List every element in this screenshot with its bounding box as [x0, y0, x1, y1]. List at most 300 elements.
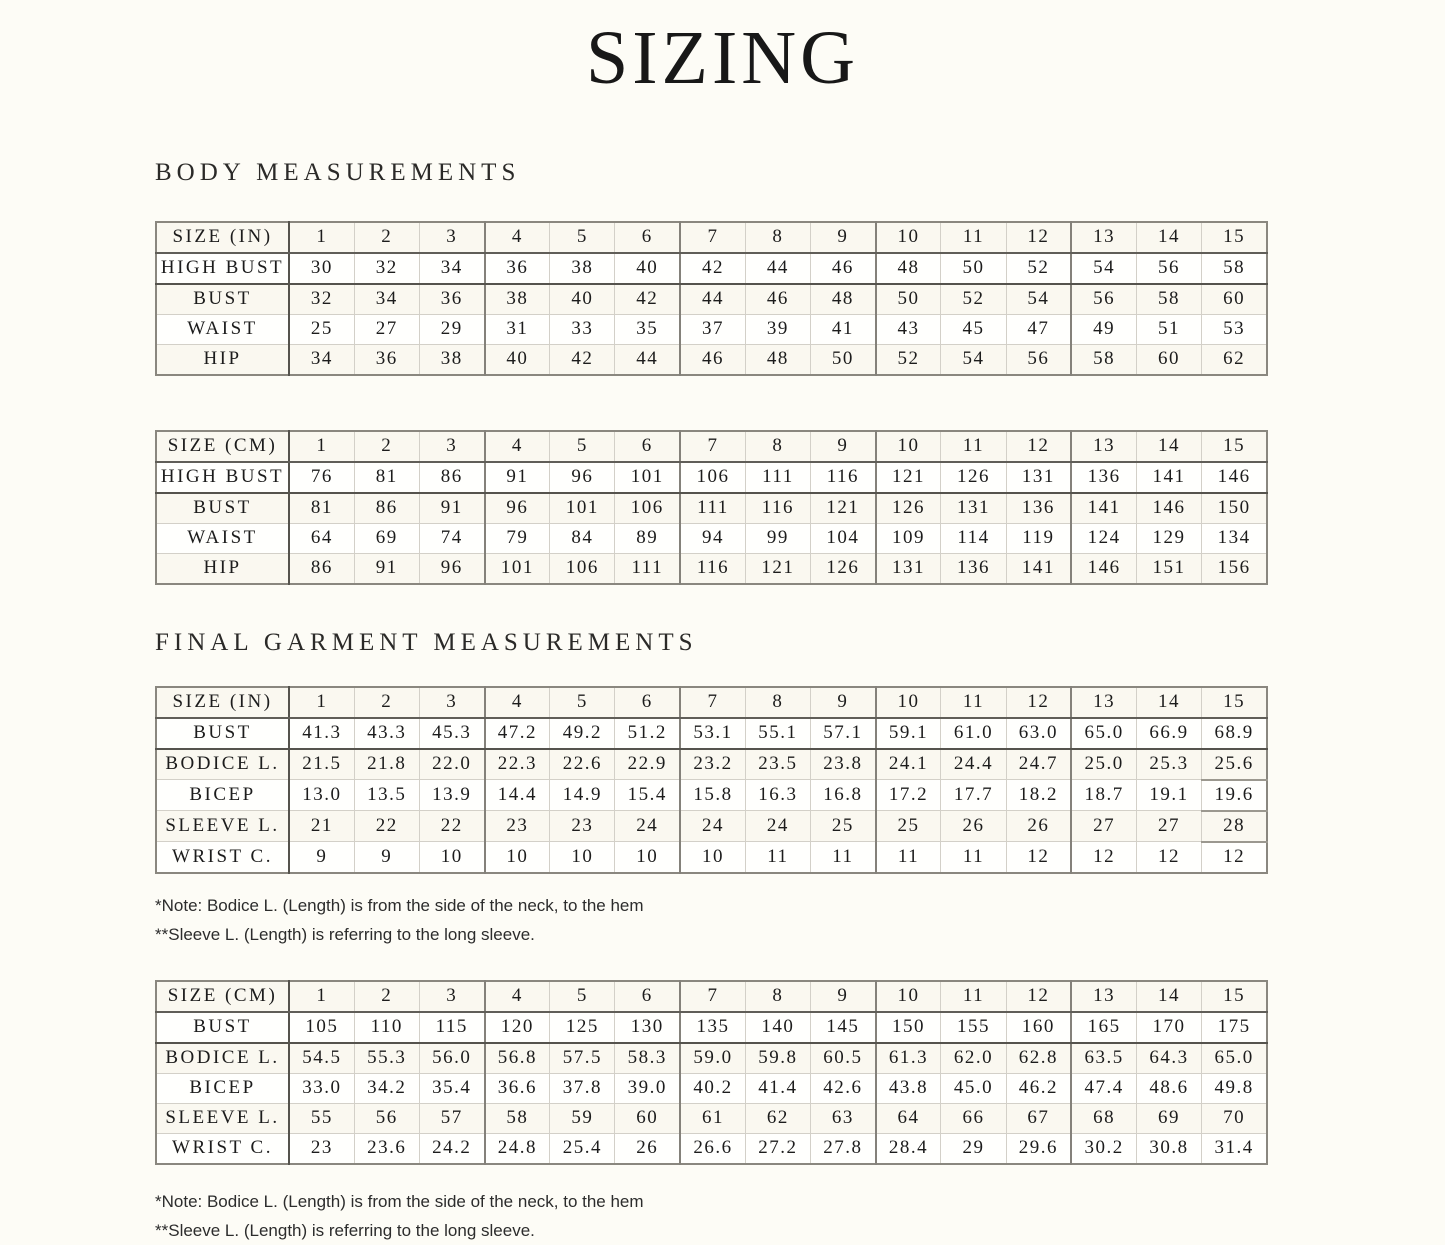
measurement-cell: 18.2 — [1006, 780, 1071, 811]
measurement-cell: 22 — [419, 811, 484, 842]
measurement-cell: 52 — [1006, 253, 1071, 284]
column-header-size: 3 — [419, 687, 484, 718]
measurement-cell: 29 — [419, 314, 484, 344]
notes-garment-cm — [155, 1187, 1268, 1245]
measurement-cell: 96 — [550, 462, 615, 493]
measurement-cell: 19.6 — [1202, 780, 1267, 811]
column-header-size: 11 — [941, 222, 1006, 253]
measurement-cell: 74 — [419, 523, 484, 553]
measurement-cell: 58 — [485, 1103, 550, 1133]
measurement-cell: 60 — [1136, 344, 1201, 375]
column-header-size: 10 — [876, 981, 941, 1012]
row-label: SLEEVE L. — [156, 811, 289, 842]
measurement-cell: 101 — [550, 493, 615, 524]
measurement-cell: 61.0 — [941, 718, 1006, 749]
measurement-cell: 66 — [941, 1103, 1006, 1133]
column-header-size: 9 — [811, 981, 876, 1012]
measurement-cell: 25.3 — [1136, 749, 1201, 780]
measurement-cell: 22.3 — [485, 749, 550, 780]
section-heading-body-measurements: BODY MEASUREMENTS — [155, 158, 521, 186]
measurement-cell: 111 — [615, 553, 680, 584]
measurement-cell: 130 — [615, 1012, 680, 1043]
column-header-size: 4 — [485, 222, 550, 253]
row-label: SLEEVE L. — [156, 1103, 289, 1133]
column-header-size: 9 — [811, 222, 876, 253]
column-header-size: 14 — [1136, 431, 1201, 462]
measurement-cell: 45 — [941, 314, 1006, 344]
column-header-size: 5 — [550, 687, 615, 718]
column-header-size: 4 — [485, 431, 550, 462]
measurement-cell: 21 — [289, 811, 354, 842]
measurement-cell: 41 — [811, 314, 876, 344]
column-header-size: 11 — [941, 431, 1006, 462]
measurement-cell: 86 — [289, 553, 354, 584]
measurement-cell: 140 — [745, 1012, 810, 1043]
measurement-cell: 131 — [1006, 462, 1071, 493]
measurement-cell: 96 — [419, 553, 484, 584]
measurement-cell: 33 — [550, 314, 615, 344]
measurement-cell: 22.0 — [419, 749, 484, 780]
measurement-cell: 30 — [289, 253, 354, 284]
measurement-cell: 12 — [1006, 842, 1071, 873]
table-row — [156, 462, 1267, 493]
measurement-cell: 50 — [941, 253, 1006, 284]
measurement-cell: 57 — [419, 1103, 484, 1133]
corner-label: SIZE (IN) — [156, 687, 289, 718]
measurement-cell: 60 — [615, 1103, 680, 1133]
measurement-cell: 22 — [354, 811, 419, 842]
measurement-cell: 17.7 — [941, 780, 1006, 811]
measurement-cell: 48 — [811, 284, 876, 315]
sizing-table-body-measurements-cm — [155, 430, 1268, 585]
measurement-cell: 42 — [550, 344, 615, 375]
measurement-cell: 32 — [354, 253, 419, 284]
table-header-row — [156, 222, 1267, 253]
row-label: BICEP — [156, 780, 289, 811]
measurement-cell: 25.4 — [550, 1133, 615, 1164]
column-header-size: 6 — [615, 222, 680, 253]
measurement-cell: 170 — [1136, 1012, 1201, 1043]
measurement-cell: 58 — [1136, 284, 1201, 315]
measurement-cell: 24 — [680, 811, 745, 842]
measurement-cell: 44 — [680, 284, 745, 315]
measurement-cell: 86 — [419, 462, 484, 493]
column-header-size: 13 — [1071, 981, 1136, 1012]
measurement-cell: 156 — [1202, 553, 1267, 584]
row-label: WAIST — [156, 523, 289, 553]
measurement-cell: 10 — [550, 842, 615, 873]
measurement-cell: 79 — [485, 523, 550, 553]
measurement-cell: 101 — [485, 553, 550, 584]
column-header-size: 15 — [1202, 981, 1267, 1012]
column-header-size: 5 — [550, 431, 615, 462]
measurement-cell: 119 — [1006, 523, 1071, 553]
column-header-size: 6 — [615, 687, 680, 718]
table-row — [156, 780, 1267, 811]
measurement-cell: 46 — [745, 284, 810, 315]
measurement-cell: 62.8 — [1006, 1043, 1071, 1074]
measurement-cell: 115 — [419, 1012, 484, 1043]
measurement-cell: 62 — [745, 1103, 810, 1133]
row-label: HIP — [156, 553, 289, 584]
measurement-cell: 29 — [941, 1133, 1006, 1164]
column-header-size: 10 — [876, 222, 941, 253]
measurement-cell: 22.6 — [550, 749, 615, 780]
measurement-cell: 49.8 — [1202, 1073, 1267, 1103]
measurement-cell: 24 — [745, 811, 810, 842]
measurement-cell: 86 — [354, 493, 419, 524]
measurement-cell: 40 — [550, 284, 615, 315]
measurement-cell: 13.0 — [289, 780, 354, 811]
row-label: HIGH BUST — [156, 462, 289, 493]
measurement-cell: 63.0 — [1006, 718, 1071, 749]
measurement-cell: 54 — [1006, 284, 1071, 315]
measurement-cell: 25 — [811, 811, 876, 842]
measurement-cell: 40 — [615, 253, 680, 284]
column-header-size: 12 — [1006, 687, 1071, 718]
measurement-cell: 136 — [941, 553, 1006, 584]
measurement-cell: 44 — [615, 344, 680, 375]
row-label: WAIST — [156, 314, 289, 344]
measurement-cell: 9 — [354, 842, 419, 873]
measurement-cell: 60.5 — [811, 1043, 876, 1074]
measurement-cell: 50 — [811, 344, 876, 375]
column-header-size: 15 — [1202, 431, 1267, 462]
measurement-cell: 49.2 — [550, 718, 615, 749]
measurement-cell: 33.0 — [289, 1073, 354, 1103]
notes-garment-in — [155, 891, 1268, 949]
measurement-cell: 38 — [485, 284, 550, 315]
measurement-cell: 38 — [550, 253, 615, 284]
column-header-size: 1 — [289, 981, 354, 1012]
measurement-cell: 62 — [1202, 344, 1267, 375]
measurement-cell: 14.9 — [550, 780, 615, 811]
corner-label: SIZE (CM) — [156, 431, 289, 462]
measurement-cell: 58.3 — [615, 1043, 680, 1074]
note-sleeve-length: **Sleeve L. (Length) is referring to the long sleeve. — [155, 1220, 535, 1240]
measurement-cell: 63 — [811, 1103, 876, 1133]
column-header-size: 8 — [745, 431, 810, 462]
measurement-cell: 12 — [1202, 842, 1267, 873]
row-label: BUST — [156, 284, 289, 315]
measurement-cell: 27 — [354, 314, 419, 344]
table-header-row — [156, 981, 1267, 1012]
measurement-cell: 19.1 — [1136, 780, 1201, 811]
measurement-cell: 121 — [811, 493, 876, 524]
measurement-cell: 55 — [289, 1103, 354, 1133]
measurement-cell: 65.0 — [1202, 1043, 1267, 1074]
measurement-cell: 12 — [1136, 842, 1201, 873]
measurement-cell: 116 — [745, 493, 810, 524]
measurement-cell: 43.3 — [354, 718, 419, 749]
column-header-size: 5 — [550, 981, 615, 1012]
measurement-cell: 89 — [615, 523, 680, 553]
measurement-cell: 47.2 — [485, 718, 550, 749]
measurement-cell: 165 — [1071, 1012, 1136, 1043]
measurement-cell: 66.9 — [1136, 718, 1201, 749]
measurement-cell: 64.3 — [1136, 1043, 1201, 1074]
column-header-size: 8 — [745, 222, 810, 253]
measurement-cell: 35 — [615, 314, 680, 344]
measurement-cell: 55.3 — [354, 1043, 419, 1074]
column-header-size: 12 — [1006, 222, 1071, 253]
measurement-cell: 111 — [745, 462, 810, 493]
measurement-cell: 56 — [354, 1103, 419, 1133]
table-row — [156, 749, 1267, 780]
measurement-cell: 10 — [615, 842, 680, 873]
measurement-cell: 26.6 — [680, 1133, 745, 1164]
measurement-cell: 58 — [1202, 253, 1267, 284]
measurement-cell: 24.1 — [876, 749, 941, 780]
column-header-size: 14 — [1136, 222, 1201, 253]
column-header-size: 7 — [680, 431, 745, 462]
measurement-cell: 10 — [485, 842, 550, 873]
measurement-cell: 50 — [876, 284, 941, 315]
column-header-size: 15 — [1202, 222, 1267, 253]
measurement-cell: 110 — [354, 1012, 419, 1043]
measurement-cell: 46 — [680, 344, 745, 375]
measurement-cell: 23.8 — [811, 749, 876, 780]
column-header-size: 15 — [1202, 687, 1267, 718]
measurement-cell: 68 — [1071, 1103, 1136, 1133]
measurement-cell: 56.0 — [419, 1043, 484, 1074]
measurement-cell: 49 — [1071, 314, 1136, 344]
table-header-row — [156, 687, 1267, 718]
column-header-size: 13 — [1071, 222, 1136, 253]
column-header-size: 12 — [1006, 431, 1071, 462]
measurement-cell: 21.8 — [354, 749, 419, 780]
page-title: SIZING — [585, 16, 860, 100]
column-header-size: 8 — [745, 687, 810, 718]
measurement-cell: 91 — [485, 462, 550, 493]
measurement-cell: 135 — [680, 1012, 745, 1043]
column-header-size: 14 — [1136, 981, 1201, 1012]
measurement-cell: 109 — [876, 523, 941, 553]
table-host-body-cm — [155, 430, 1268, 585]
measurement-cell: 32 — [289, 284, 354, 315]
measurement-cell: 53.1 — [680, 718, 745, 749]
measurement-cell: 16.3 — [745, 780, 810, 811]
measurement-cell: 27 — [1136, 811, 1201, 842]
measurement-cell: 13.5 — [354, 780, 419, 811]
measurement-cell: 124 — [1071, 523, 1136, 553]
measurement-cell: 58 — [1071, 344, 1136, 375]
measurement-cell: 70 — [1202, 1103, 1267, 1133]
measurement-cell: 59.0 — [680, 1043, 745, 1074]
measurement-cell: 42 — [615, 284, 680, 315]
column-header-size: 12 — [1006, 981, 1071, 1012]
column-header-size: 11 — [941, 981, 1006, 1012]
measurement-cell: 42.6 — [811, 1073, 876, 1103]
measurement-cell: 106 — [680, 462, 745, 493]
measurement-cell: 126 — [811, 553, 876, 584]
row-label: BUST — [156, 1012, 289, 1043]
column-header-size: 2 — [354, 687, 419, 718]
measurement-cell: 151 — [1136, 553, 1201, 584]
measurement-cell: 36 — [485, 253, 550, 284]
measurement-cell: 21.5 — [289, 749, 354, 780]
sizing-table-body-measurements-in — [155, 221, 1268, 376]
measurement-cell: 22.9 — [615, 749, 680, 780]
measurement-cell: 39 — [745, 314, 810, 344]
measurement-cell: 81 — [354, 462, 419, 493]
measurement-cell: 23.6 — [354, 1133, 419, 1164]
measurement-cell: 39.0 — [615, 1073, 680, 1103]
column-header-size: 6 — [615, 431, 680, 462]
column-header-size: 3 — [419, 222, 484, 253]
sizing-table-final-garment-measurements-cm — [155, 980, 1268, 1165]
table-host-body-in — [155, 221, 1268, 376]
measurement-cell: 116 — [680, 553, 745, 584]
note-sleeve-length: **Sleeve L. (Length) is referring to the long sleeve. — [155, 924, 535, 944]
row-label: WRIST C. — [156, 1133, 289, 1164]
measurement-cell: 134 — [1202, 523, 1267, 553]
row-label: HIGH BUST — [156, 253, 289, 284]
table-row — [156, 344, 1267, 375]
measurement-cell: 24 — [615, 811, 680, 842]
measurement-cell: 36.6 — [485, 1073, 550, 1103]
column-header-size: 1 — [289, 222, 354, 253]
measurement-cell: 18.7 — [1071, 780, 1136, 811]
measurement-cell: 13.9 — [419, 780, 484, 811]
measurement-cell: 10 — [680, 842, 745, 873]
measurement-cell: 23 — [550, 811, 615, 842]
table-row — [156, 718, 1267, 749]
column-header-size: 7 — [680, 222, 745, 253]
measurement-cell: 15.4 — [615, 780, 680, 811]
measurement-cell: 55.1 — [745, 718, 810, 749]
measurement-cell: 136 — [1071, 462, 1136, 493]
measurement-cell: 9 — [289, 842, 354, 873]
measurement-cell: 24.2 — [419, 1133, 484, 1164]
measurement-cell: 41.4 — [745, 1073, 810, 1103]
measurement-cell: 141 — [1071, 493, 1136, 524]
measurement-cell: 16.8 — [811, 780, 876, 811]
measurement-cell: 121 — [876, 462, 941, 493]
measurement-cell: 24.4 — [941, 749, 1006, 780]
table-row — [156, 842, 1267, 873]
measurement-cell: 45.0 — [941, 1073, 1006, 1103]
measurement-cell: 34 — [419, 253, 484, 284]
measurement-cell: 64 — [876, 1103, 941, 1133]
measurement-cell: 145 — [811, 1012, 876, 1043]
measurement-cell: 60 — [1202, 284, 1267, 315]
measurement-cell: 43.8 — [876, 1073, 941, 1103]
measurement-cell: 28.4 — [876, 1133, 941, 1164]
measurement-cell: 61 — [680, 1103, 745, 1133]
table-host-garment-in — [155, 686, 1268, 874]
measurement-cell: 131 — [876, 553, 941, 584]
measurement-cell: 35.4 — [419, 1073, 484, 1103]
measurement-cell: 146 — [1202, 462, 1267, 493]
measurement-cell: 24.8 — [485, 1133, 550, 1164]
column-header-size: 8 — [745, 981, 810, 1012]
measurement-cell: 47 — [1006, 314, 1071, 344]
row-label: BICEP — [156, 1073, 289, 1103]
measurement-cell: 30.8 — [1136, 1133, 1201, 1164]
column-header-size: 10 — [876, 431, 941, 462]
measurement-cell: 141 — [1006, 553, 1071, 584]
measurement-cell: 27 — [1071, 811, 1136, 842]
measurement-cell: 52 — [876, 344, 941, 375]
note-bodice-length: *Note: Bodice L. (Length) is from the side of the neck, to the hem — [155, 1191, 644, 1211]
column-header-size: 4 — [485, 687, 550, 718]
row-label: WRIST C. — [156, 842, 289, 873]
measurement-cell: 41.3 — [289, 718, 354, 749]
column-header-size: 1 — [289, 431, 354, 462]
measurement-cell: 129 — [1136, 523, 1201, 553]
measurement-cell: 31 — [485, 314, 550, 344]
column-header-size: 9 — [811, 687, 876, 718]
measurement-cell: 27.8 — [811, 1133, 876, 1164]
measurement-cell: 11 — [876, 842, 941, 873]
measurement-cell: 34.2 — [354, 1073, 419, 1103]
column-header-size: 3 — [419, 431, 484, 462]
measurement-cell: 46 — [811, 253, 876, 284]
measurement-cell: 94 — [680, 523, 745, 553]
row-label: BUST — [156, 493, 289, 524]
measurement-cell: 106 — [550, 553, 615, 584]
measurement-cell: 63.5 — [1071, 1043, 1136, 1074]
measurement-cell: 114 — [941, 523, 1006, 553]
column-header-size: 7 — [680, 687, 745, 718]
measurement-cell: 57.5 — [550, 1043, 615, 1074]
column-header-size: 2 — [354, 431, 419, 462]
measurement-cell: 45.3 — [419, 718, 484, 749]
measurement-cell: 104 — [811, 523, 876, 553]
measurement-cell: 43 — [876, 314, 941, 344]
column-header-size: 14 — [1136, 687, 1201, 718]
measurement-cell: 126 — [941, 462, 1006, 493]
measurement-cell: 155 — [941, 1012, 1006, 1043]
column-header-size: 4 — [485, 981, 550, 1012]
measurement-cell: 28 — [1202, 811, 1267, 842]
measurement-cell: 23.5 — [745, 749, 810, 780]
column-header-size: 5 — [550, 222, 615, 253]
table-row — [156, 1103, 1267, 1133]
measurement-cell: 99 — [745, 523, 810, 553]
measurement-cell: 91 — [354, 553, 419, 584]
measurement-cell: 54 — [1071, 253, 1136, 284]
measurement-cell: 59.1 — [876, 718, 941, 749]
measurement-cell: 121 — [745, 553, 810, 584]
table-row — [156, 1012, 1267, 1043]
note-bodice-length: *Note: Bodice L. (Length) is from the side of the neck, to the hem — [155, 895, 644, 915]
measurement-cell: 17.2 — [876, 780, 941, 811]
measurement-cell: 44 — [745, 253, 810, 284]
measurement-cell: 12 — [1071, 842, 1136, 873]
measurement-cell: 76 — [289, 462, 354, 493]
measurement-cell: 36 — [354, 344, 419, 375]
measurement-cell: 160 — [1006, 1012, 1071, 1043]
measurement-cell: 40 — [485, 344, 550, 375]
measurement-cell: 23.2 — [680, 749, 745, 780]
column-header-size: 13 — [1071, 687, 1136, 718]
measurement-cell: 116 — [811, 462, 876, 493]
measurement-cell: 175 — [1202, 1012, 1267, 1043]
measurement-cell: 54 — [941, 344, 1006, 375]
measurement-cell: 27.2 — [745, 1133, 810, 1164]
measurement-cell: 105 — [289, 1012, 354, 1043]
measurement-cell: 31.4 — [1202, 1133, 1267, 1164]
measurement-cell: 64 — [289, 523, 354, 553]
measurement-cell: 25.6 — [1202, 749, 1267, 780]
measurement-cell: 59.8 — [745, 1043, 810, 1074]
measurement-cell: 96 — [485, 493, 550, 524]
measurement-cell: 34 — [289, 344, 354, 375]
column-header-size: 2 — [354, 981, 419, 1012]
measurement-cell: 56 — [1071, 284, 1136, 315]
